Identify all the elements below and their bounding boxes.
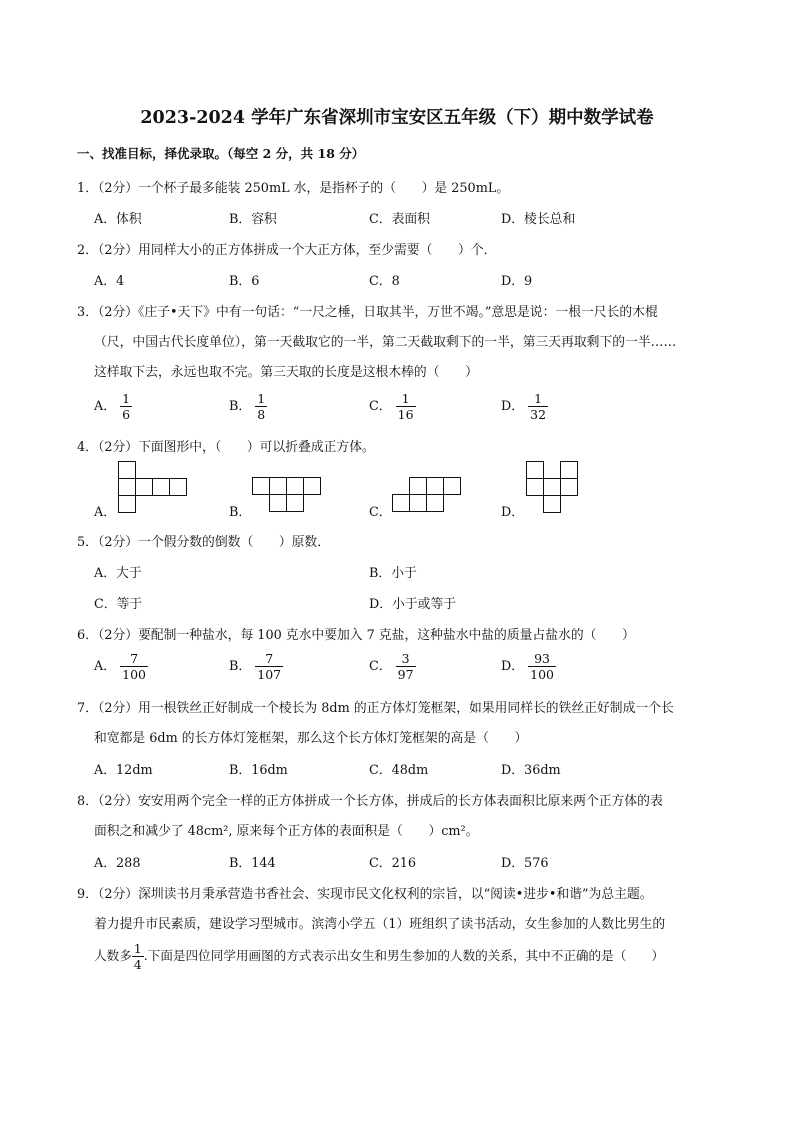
numerator: 7 bbox=[265, 651, 274, 666]
q4-option-c[interactable]: C． bbox=[369, 505, 392, 520]
option-letter: C． bbox=[369, 399, 392, 414]
numerator: 1 bbox=[122, 391, 131, 406]
denominator: 100 bbox=[122, 667, 146, 682]
q3-option-b[interactable] bbox=[229, 391, 267, 422]
q7-option-b[interactable]: B．16dm bbox=[229, 763, 288, 778]
q2-option-d[interactable]: D．9 bbox=[501, 274, 533, 289]
net-square bbox=[270, 495, 287, 512]
net-square bbox=[287, 478, 304, 495]
denominator: 16 bbox=[397, 407, 414, 422]
q1-option-a[interactable]: A．体积 bbox=[94, 212, 142, 227]
fraction-7-100 bbox=[120, 651, 148, 682]
numerator: 7 bbox=[130, 651, 139, 666]
q7-option-c[interactable]: C．48dm bbox=[369, 763, 429, 778]
section-heading: 一、找准目标，择优录取。（每空 2 分，共 18 分） bbox=[77, 146, 365, 161]
q4-option-d[interactable]: D． bbox=[501, 505, 525, 520]
q5-option-a[interactable]: A．大于 bbox=[94, 566, 142, 581]
net-square bbox=[427, 478, 444, 495]
q2-option-c[interactable]: C．8 bbox=[369, 274, 400, 289]
q1-option-b[interactable]: B．容积 bbox=[229, 212, 277, 227]
numerator: 3 bbox=[401, 651, 410, 666]
q5-option-d[interactable]: D．小于或等于 bbox=[369, 597, 457, 612]
cube-net-a bbox=[118, 461, 190, 515]
fraction-1-16 bbox=[396, 391, 416, 422]
q9-tail-text: .下面是四位同学用画图的方式表示出女生和男生参加的人数的关系，其中不正确的是（ ） bbox=[143, 948, 665, 963]
denominator: 100 bbox=[530, 667, 554, 682]
net-square bbox=[561, 462, 578, 479]
option-letter: A． bbox=[94, 659, 117, 674]
net-square bbox=[410, 478, 427, 495]
q7-option-a[interactable]: A．12dm bbox=[94, 763, 153, 778]
q2-option-b[interactable]: B．6 bbox=[229, 274, 260, 289]
denominator: 32 bbox=[530, 407, 547, 422]
numerator: 1 bbox=[534, 391, 543, 406]
q6-option-b[interactable] bbox=[229, 651, 283, 682]
q4-option-a[interactable]: A． bbox=[94, 505, 117, 520]
question-2-text: 2．（2分）用同样大小的正方体拼成一个大正方体，至少需要（ ）个． bbox=[77, 243, 497, 258]
question-8-line-1: 8．（2分）安安用两个完全一样的正方体拼成一个长方体，拼成后的长方体表面积比原来两个正方体的表 bbox=[77, 794, 663, 809]
numerator: 1 bbox=[257, 391, 266, 406]
option-letter: B． bbox=[229, 399, 252, 414]
fraction-1-6 bbox=[120, 391, 132, 422]
q9-lead-text: 人数多 bbox=[94, 948, 132, 963]
q3-option-c[interactable] bbox=[369, 391, 416, 422]
net-square bbox=[119, 479, 136, 496]
question-9-line-3 bbox=[94, 941, 664, 972]
net-square bbox=[304, 478, 321, 495]
option-letter: C． bbox=[369, 659, 392, 674]
question-6-text: 6．（2分）要配制一种盐水，每 100 克水中要加入 7 克盐，这种盐水中盐的质量占盐水的（ ） bbox=[77, 628, 635, 643]
question-9-line-1: 9．（2分）深圳读书月秉承营造书香社会、实现市民文化权利的宗旨，以“阅读•进步•和谐”为总主题。 bbox=[77, 887, 653, 902]
q1-option-d[interactable]: D．棱长总和 bbox=[501, 212, 576, 227]
q3-option-a[interactable] bbox=[94, 391, 132, 422]
net-square bbox=[444, 478, 461, 495]
net-square bbox=[136, 479, 153, 496]
cube-net-c bbox=[392, 477, 464, 515]
net-square bbox=[410, 495, 427, 512]
denominator: 107 bbox=[257, 667, 282, 682]
net-square bbox=[253, 478, 270, 495]
net-square bbox=[170, 479, 187, 496]
q8-option-c[interactable]: C．216 bbox=[369, 856, 417, 871]
net-square bbox=[527, 479, 544, 496]
net-square bbox=[544, 496, 561, 513]
net-square bbox=[393, 495, 410, 512]
denominator: 4 bbox=[133, 957, 142, 972]
net-square bbox=[153, 479, 170, 496]
net-square bbox=[544, 479, 561, 496]
q2-option-a[interactable]: A．4 bbox=[94, 274, 125, 289]
net-square bbox=[427, 495, 444, 512]
net-square bbox=[119, 496, 136, 513]
fraction-93-100 bbox=[528, 651, 556, 682]
question-7-line-1: 7．（2分）用一根铁丝正好制成一个棱长为 8dm 的正方体灯笼框架，如果用同样长的铁丝正好制成一个长 bbox=[77, 701, 674, 716]
q6-option-a[interactable] bbox=[94, 651, 148, 682]
q8-option-b[interactable]: B．144 bbox=[229, 856, 276, 871]
cube-net-b bbox=[252, 477, 324, 515]
q4-option-b[interactable]: B． bbox=[229, 505, 252, 520]
fraction-3-97 bbox=[396, 651, 416, 682]
numerator: 1 bbox=[401, 391, 410, 406]
question-8-line-2: 面积之和减少了 48cm², 原来每个正方体的表面积是（ ）cm²。 bbox=[94, 824, 479, 839]
fraction-7-107 bbox=[255, 651, 283, 682]
q8-option-d[interactable]: D．576 bbox=[501, 856, 549, 871]
question-3-line-1: 3．（2分）《庄子•天下》中有一句话：“一尺之棰，日取其半，万世不竭。”意思是说：一根一尺长的木棍 bbox=[77, 305, 658, 320]
q1-option-c[interactable]: C．表面积 bbox=[369, 212, 430, 227]
question-9-line-2: 着力提升市民素质，建设学习型城市。滨湾小学五（1）班组织了读书活动，女生参加的人数比男生的 bbox=[94, 917, 666, 932]
option-letter: D． bbox=[501, 659, 525, 674]
question-3-line-2: （尺，中国古代长度单位），第一天截取它的一半，第二天截取剩下的一半，第三天再取剩下的一半…… bbox=[94, 335, 677, 350]
question-1-text: 1．（2分）一个杯子最多能装 250mL 水，是指杯子的（ ）是 250mL。 bbox=[77, 181, 510, 196]
net-square bbox=[527, 462, 544, 479]
denominator: 6 bbox=[122, 407, 131, 422]
q7-option-d[interactable]: D．36dm bbox=[501, 763, 561, 778]
page-title: 2023-2024 学年广东省深圳市宝安区五年级（下）期中数学试卷 bbox=[140, 108, 654, 128]
option-letter: D． bbox=[501, 399, 525, 414]
fraction-1-8 bbox=[255, 391, 267, 422]
q8-option-a[interactable]: A．288 bbox=[94, 856, 141, 871]
numerator: 93 bbox=[534, 651, 551, 666]
q5-option-b[interactable]: B．小于 bbox=[369, 566, 417, 581]
q5-option-c[interactable]: C．等于 bbox=[94, 597, 143, 612]
q3-option-d[interactable] bbox=[501, 391, 548, 422]
q6-option-c[interactable] bbox=[369, 651, 416, 682]
denominator: 97 bbox=[397, 667, 414, 682]
question-4-text: 4．（2分）下面图形中，（ ）可以折叠成正方体。 bbox=[77, 440, 375, 455]
cube-net-d bbox=[526, 461, 582, 515]
option-letter: A． bbox=[94, 399, 117, 414]
fraction-1-4 bbox=[132, 941, 144, 972]
denominator: 8 bbox=[257, 407, 266, 422]
net-square bbox=[119, 462, 136, 479]
question-3-line-3: 这样取下去，永远也取不完。第三天取的长度是这根木棒的（ ） bbox=[94, 365, 478, 380]
net-square bbox=[270, 478, 287, 495]
question-5-text: 5．（2分）一个假分数的倒数（ ）原数． bbox=[77, 535, 331, 550]
net-square bbox=[287, 495, 304, 512]
question-7-line-2: 和宽都是 6dm 的长方体灯笼框架，那么这个长方体灯笼框架的高是（ ） bbox=[94, 731, 528, 746]
numerator: 1 bbox=[133, 941, 142, 956]
option-letter: B． bbox=[229, 659, 252, 674]
q6-option-d[interactable] bbox=[501, 651, 556, 682]
net-square bbox=[561, 479, 578, 496]
fraction-1-32 bbox=[528, 391, 548, 422]
